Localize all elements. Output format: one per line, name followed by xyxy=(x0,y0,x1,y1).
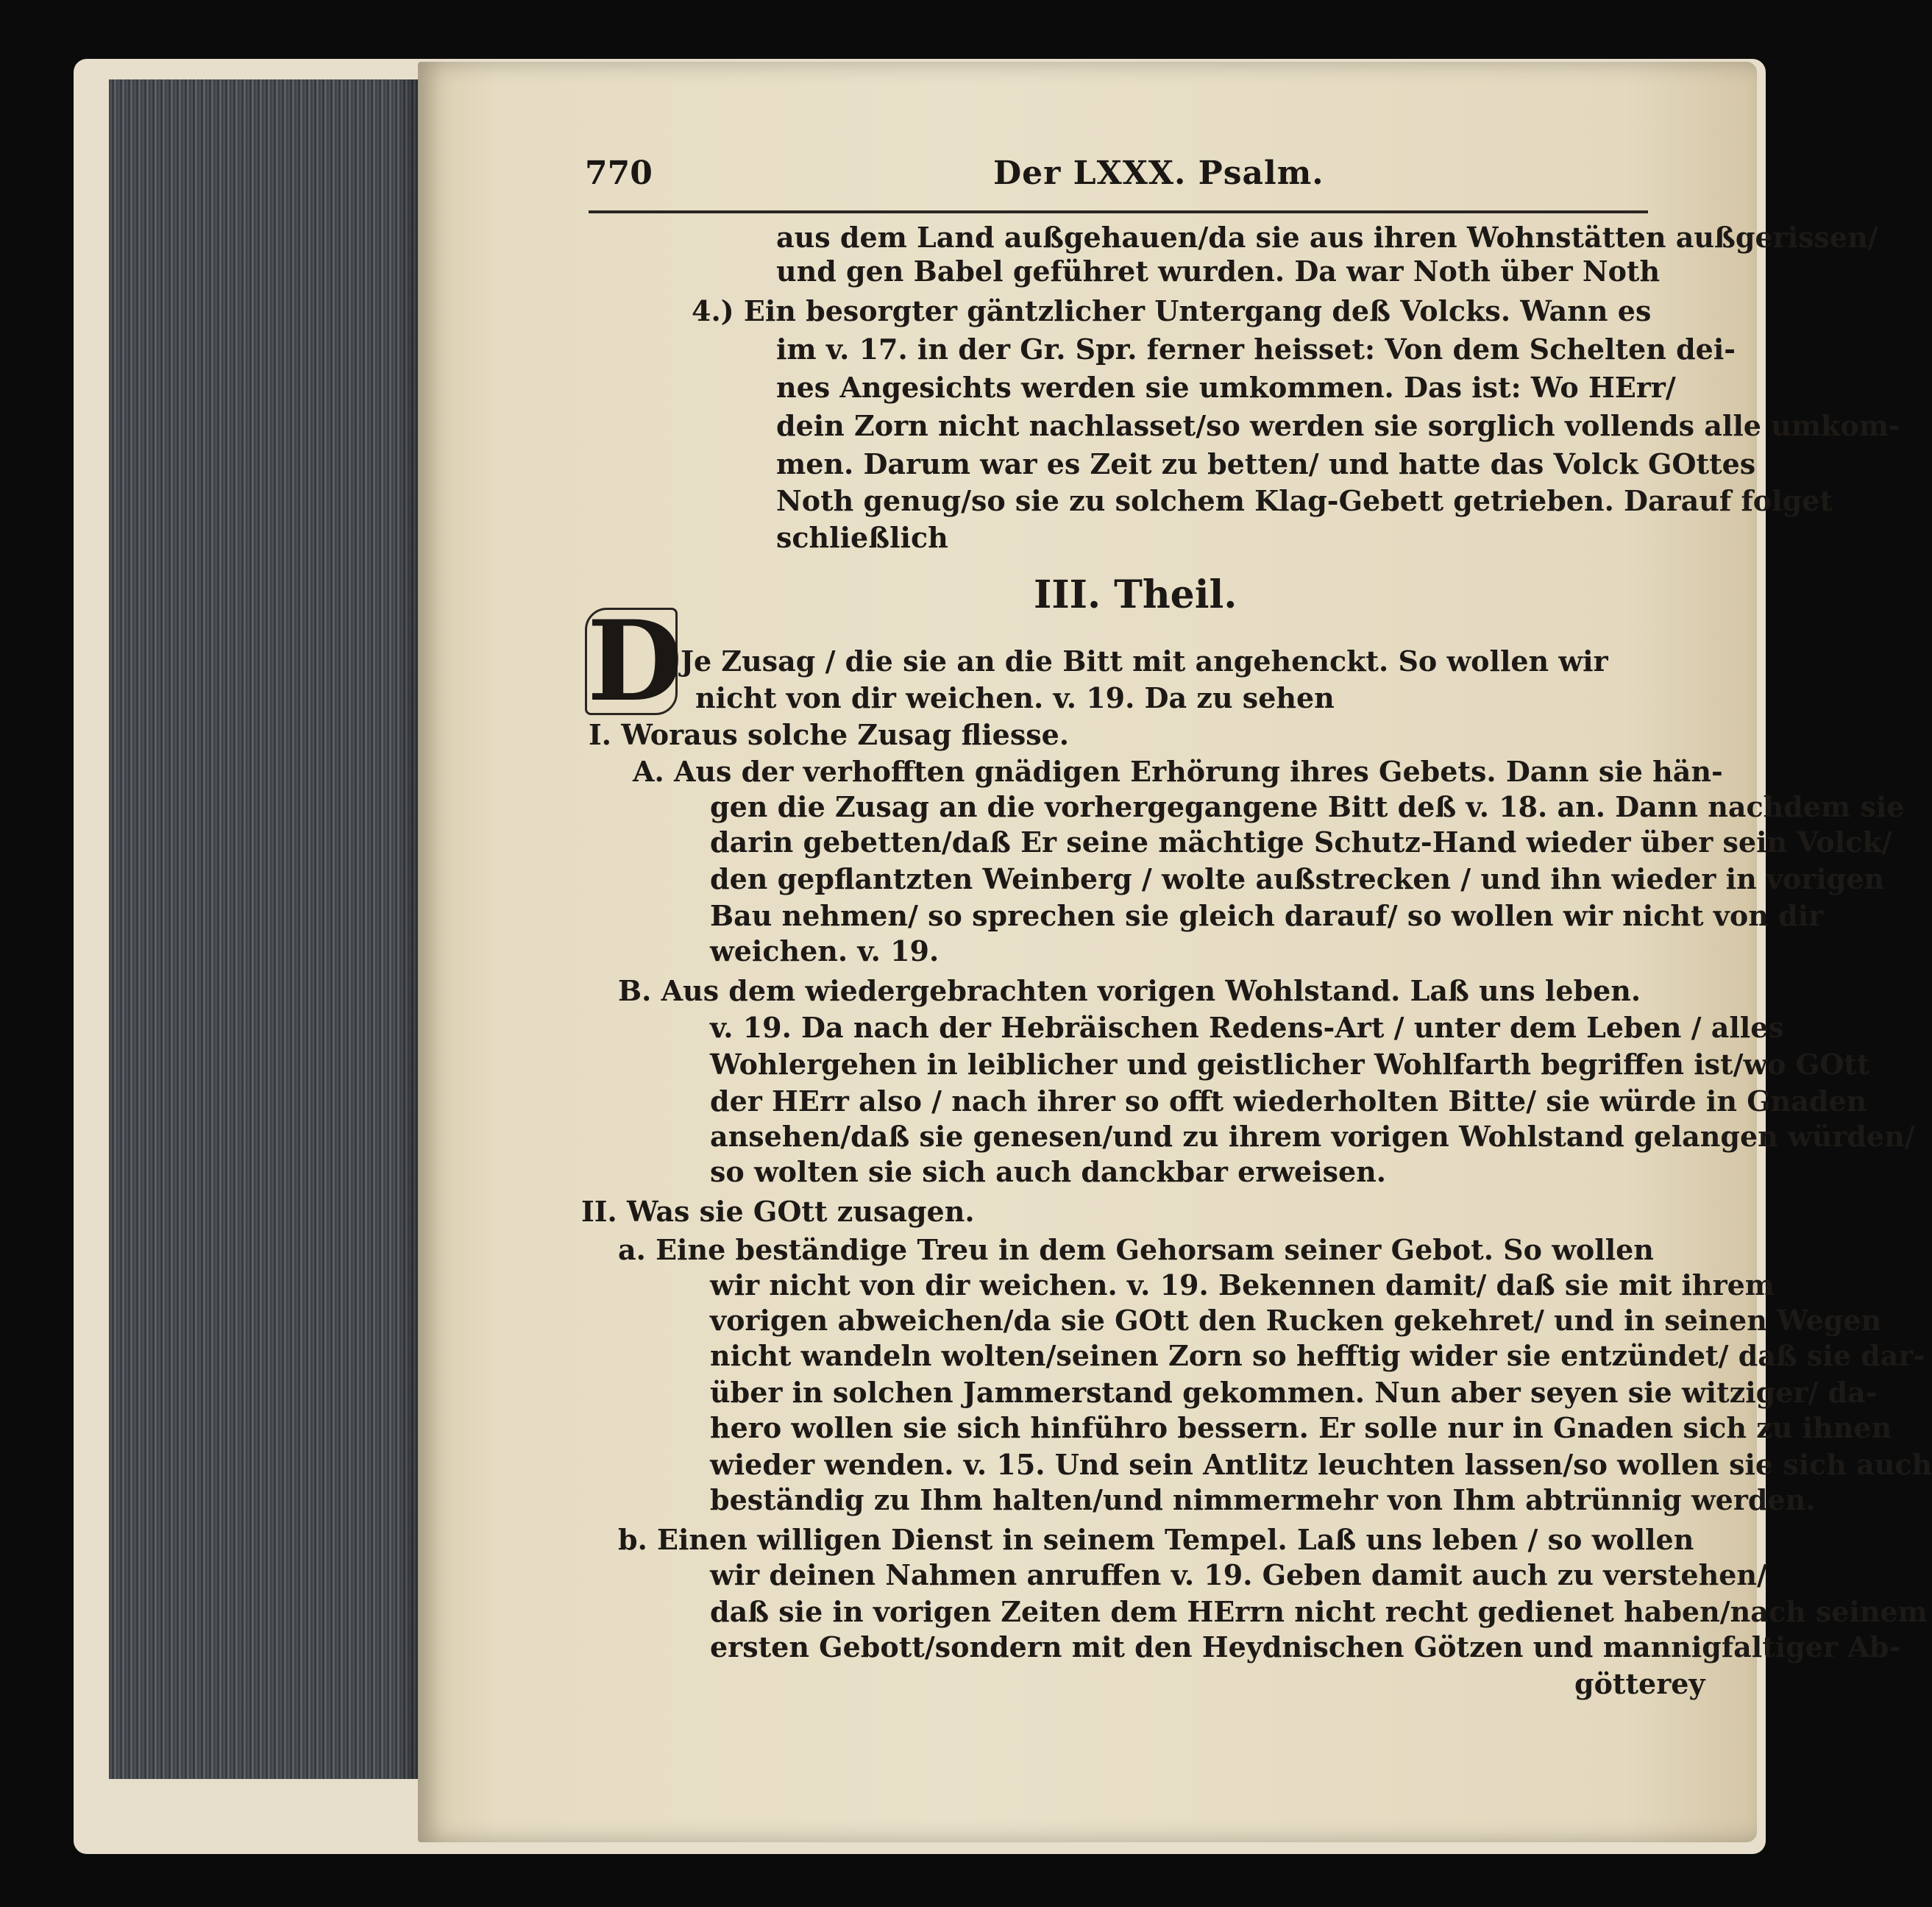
text-line: men. Darum war es Zeit zu betten/ und hatte das Volck GOttes xyxy=(776,447,1756,480)
text-line: b. Einen willigen Dienst in seinem Tempel. Laß uns leben / so wollen xyxy=(618,1523,1694,1556)
catchword: götterey xyxy=(1574,1667,1705,1700)
section-heading: III. Theil. xyxy=(1034,572,1237,617)
text-line: wir deinen Nahmen anruffen v. 19. Geben damit auch zu verstehen/ xyxy=(710,1558,1767,1591)
text-line: daß sie in vorigen Zeiten dem HErrn nicht recht gedienet haben/nach seinem xyxy=(710,1595,1928,1628)
text-line: schließlich xyxy=(776,521,948,554)
page-header xyxy=(585,155,1648,206)
text-line: Noth genug/so sie zu solchem Klag-Gebett getrieben. Darauf folget xyxy=(776,484,1833,517)
text-line: wir nicht von dir weichen. v. 19. Bekennen damit/ daß sie mit ihrem xyxy=(710,1268,1775,1301)
text-line: ersten Gebott/sondern mit den Heydnischen Götzen und mannigfaltiger Ab- xyxy=(710,1630,1901,1663)
text-line: darin gebetten/daß Er seine mächtige Schutz-Hand wieder über sein Volck/ xyxy=(710,825,1892,859)
page-number: 770 xyxy=(585,155,653,192)
text-line: v. 19. Da nach der Hebräischen Redens-Art / unter dem Leben / alles xyxy=(710,1011,1784,1044)
text-line: wieder wenden. v. 15. Und sein Antlitz leuchten lassen/so wollen sie sich auch xyxy=(710,1448,1932,1481)
text-line: den gepflantzten Weinberg / wolte außstrecken / und ihn wieder in vorigen xyxy=(710,862,1885,895)
text-line: gen die Zusag an die vorhergegangene Bitt deß v. 18. an. Dann nachdem sie xyxy=(710,790,1905,823)
text-line: hero wollen sie sich hinführo bessern. Er solle nur in Gnaden sich zu ihnen xyxy=(710,1411,1892,1444)
text-line: B. Aus dem wiedergebrachten vorigen Wohlstand. Laß uns leben. xyxy=(618,974,1641,1007)
text-line: II. Was sie GOtt zusagen. xyxy=(581,1195,975,1228)
text-line: 4.) Ein besorgter gäntzlicher Untergang deß Volcks. Wann es xyxy=(692,294,1652,327)
text-line: nes Angesichts werden sie umkommen. Das ist: Wo HErr/ xyxy=(776,371,1676,404)
drop-cap: D xyxy=(585,608,678,715)
text-line: Je Zusag / die sie an die Bitt mit angehenckt. So wollen wir xyxy=(681,644,1608,678)
text-line: beständig zu Ihm halten/und nimmermehr von Ihm abtrünnig werden. xyxy=(710,1483,1816,1516)
text-line: A. Aus der verhofften gnädigen Erhörung ihres Gebets. Dann sie hän- xyxy=(633,755,1723,788)
text-line: weichen. v. 19. xyxy=(710,934,940,967)
text-line: dein Zorn nicht nachlasset/so werden sie sorglich vollends alle umkom- xyxy=(776,409,1900,442)
text-line: a. Eine beständige Treu in dem Gehorsam seiner Gebot. So wollen xyxy=(618,1233,1654,1266)
text-line: nicht von dir weichen. v. 19. Da zu sehen xyxy=(695,681,1335,714)
page-edges xyxy=(109,79,422,1779)
text-line: ansehen/daß sie genesen/und zu ihrem vorigen Wohlstand gelangen würden/ xyxy=(710,1120,1915,1153)
running-title: Der LXXX. Psalm. xyxy=(993,155,1324,192)
text-line: Bau nehmen/ so sprechen sie gleich darauf/ so wollen wir nicht von dir xyxy=(710,899,1824,932)
text-line: Wohlergehen in leiblicher und geistlicher Wohlfarth begriffen ist/wo GOtt xyxy=(710,1048,1870,1081)
text-line: I. Woraus solche Zusag fliesse. xyxy=(589,718,1070,751)
text-line: so wolten sie sich auch danckbar erweisen. xyxy=(710,1155,1387,1188)
text-line: aus dem Land außgehauen/da sie aus ihren Wohnstätten außgerissen/ xyxy=(776,221,1878,254)
text-line: der HErr also / nach ihrer so offt wiederholten Bitte/ sie würde in Gnaden xyxy=(710,1084,1867,1118)
text-line: vorigen abweichen/da sie GOtt den Rucken gekehret/ und in seinen Wegen xyxy=(710,1304,1882,1337)
header-rule xyxy=(589,210,1648,213)
text-line: über in solchen Jammerstand gekommen. Nun aber seyen sie witziger/ da- xyxy=(710,1376,1878,1409)
text-line: und gen Babel geführet wurden. Da war Noth über Noth xyxy=(776,255,1661,288)
text-line: nicht wandeln wolten/seinen Zorn so hefftig wider sie entzündet/ daß sie dar- xyxy=(710,1339,1925,1372)
text-line: im v. 17. in der Gr. Spr. ferner heisset: Von dem Schelten dei- xyxy=(776,333,1736,366)
